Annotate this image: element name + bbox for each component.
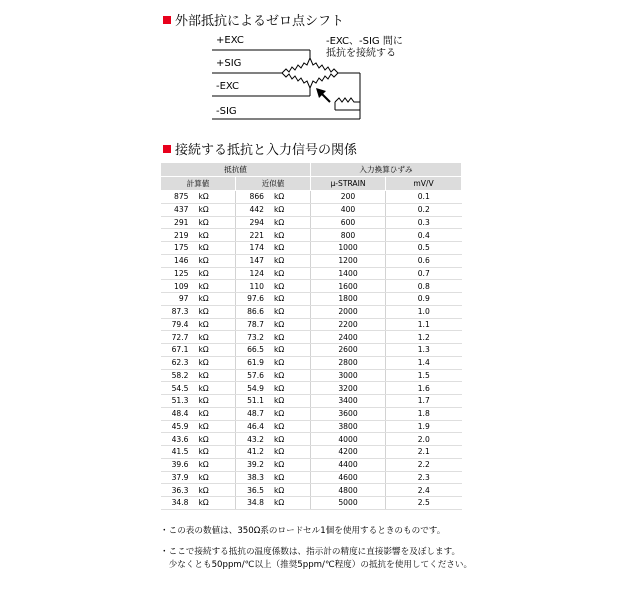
calc-cell <box>161 407 236 420</box>
approx-value: 34.8 <box>247 498 264 508</box>
approx-cell <box>236 356 311 369</box>
mvv-value: 0.8 <box>386 280 462 293</box>
strain-value: 3400 <box>311 395 386 408</box>
unit-label: kΩ <box>274 307 285 317</box>
calc-cell <box>161 356 236 369</box>
calc-value: 79.4 <box>171 319 189 329</box>
table-row <box>161 471 462 484</box>
mvv-value: 0.7 <box>386 267 462 280</box>
table-row <box>161 407 462 420</box>
unit-label: kΩ <box>274 370 285 380</box>
calc-cell <box>161 446 236 459</box>
table-row <box>161 484 462 497</box>
calc-value: 34.8 <box>171 498 189 508</box>
header-resistance-group: 抵抗値 <box>161 163 311 177</box>
calc-cell <box>161 305 236 318</box>
approx-cell <box>236 420 311 433</box>
unit-label: kΩ <box>198 307 209 317</box>
unit-label: kΩ <box>198 358 209 368</box>
header-approx: 近似値 <box>236 177 311 191</box>
approx-cell <box>236 293 311 306</box>
unit-label: kΩ <box>198 485 209 495</box>
unit-label: kΩ <box>198 281 209 291</box>
calc-value: 43.6 <box>171 434 189 444</box>
calc-value: 72.7 <box>171 332 189 342</box>
bridge-circuit-diagram <box>210 30 410 130</box>
mvv-value: 2.3 <box>386 471 462 484</box>
approx-value: 61.9 <box>247 358 264 368</box>
approx-cell <box>236 471 311 484</box>
section-heading-resistance-table <box>163 139 357 158</box>
footnote-1-text: ・この表の数値は、350Ω系のロードセル1個を使用するときのものです。 <box>160 526 446 536</box>
table-row <box>161 420 462 433</box>
calc-value: 51.3 <box>171 396 189 406</box>
unit-label: kΩ <box>198 205 209 215</box>
mvv-value: 1.7 <box>386 395 462 408</box>
strain-value: 2400 <box>311 331 386 344</box>
approx-cell <box>236 407 311 420</box>
unit-label: kΩ <box>198 447 209 457</box>
unit-label: kΩ <box>274 205 285 215</box>
terminal-label-minus-exc: -EXC <box>216 81 240 92</box>
strain-value: 4800 <box>311 484 386 497</box>
mvv-value: 1.5 <box>386 369 462 382</box>
strain-value: 3000 <box>311 369 386 382</box>
header-calc: 計算値 <box>161 177 236 191</box>
calc-cell <box>161 229 236 242</box>
calc-cell <box>161 382 236 395</box>
calc-cell <box>161 254 236 267</box>
mvv-value: 0.2 <box>386 203 462 216</box>
mvv-value: 1.2 <box>386 331 462 344</box>
mvv-value: 0.1 <box>386 191 462 204</box>
calc-cell <box>161 191 236 204</box>
mvv-value: 0.3 <box>386 216 462 229</box>
mvv-value: 1.8 <box>386 407 462 420</box>
calc-cell <box>161 293 236 306</box>
unit-label: kΩ <box>198 217 209 227</box>
calc-cell <box>161 420 236 433</box>
calc-cell <box>161 242 236 255</box>
unit-label: kΩ <box>274 447 285 457</box>
unit-label: kΩ <box>198 409 209 419</box>
mvv-value: 0.5 <box>386 242 462 255</box>
mvv-value: 1.9 <box>386 420 462 433</box>
unit-label: kΩ <box>274 421 285 431</box>
strain-value: 2600 <box>311 344 386 357</box>
calc-cell <box>161 484 236 497</box>
table-row <box>161 242 462 255</box>
table-row <box>161 331 462 344</box>
footnote-2-line1: ・ここで接続する抵抗の温度係数は、指示計の精度に直接影響を及ぼします。 <box>160 547 461 557</box>
strain-value: 4200 <box>311 446 386 459</box>
mvv-value: 1.3 <box>386 344 462 357</box>
table-row <box>161 395 462 408</box>
mvv-value: 0.4 <box>386 229 462 242</box>
unit-label: kΩ <box>198 294 209 304</box>
resistance-table <box>160 162 462 510</box>
unit-label: kΩ <box>274 498 285 508</box>
calc-value: 58.2 <box>171 370 189 380</box>
approx-value: 221 <box>249 230 264 240</box>
strain-value: 2200 <box>311 318 386 331</box>
unit-label: kΩ <box>274 294 285 304</box>
strain-value: 200 <box>311 191 386 204</box>
calc-value: 219 <box>174 230 189 240</box>
table-row <box>161 293 462 306</box>
table-row <box>161 497 462 510</box>
approx-cell <box>236 318 311 331</box>
mvv-value: 0.6 <box>386 254 462 267</box>
strain-value: 4400 <box>311 458 386 471</box>
unit-label: kΩ <box>274 217 285 227</box>
unit-label: kΩ <box>274 485 285 495</box>
header-input-group: 入力換算ひずみ <box>311 163 462 177</box>
strain-value: 600 <box>311 216 386 229</box>
unit-label: kΩ <box>274 256 285 266</box>
strain-value: 3200 <box>311 382 386 395</box>
approx-value: 41.2 <box>247 447 264 457</box>
strain-value: 2800 <box>311 356 386 369</box>
calc-cell <box>161 318 236 331</box>
table-row <box>161 203 462 216</box>
calc-value: 875 <box>174 192 189 202</box>
approx-value: 124 <box>249 268 264 278</box>
strain-value: 1400 <box>311 267 386 280</box>
calc-value: 109 <box>174 281 189 291</box>
unit-label: kΩ <box>274 434 285 444</box>
approx-value: 54.9 <box>247 383 264 393</box>
approx-cell <box>236 446 311 459</box>
unit-label: kΩ <box>274 396 285 406</box>
unit-label: kΩ <box>274 358 285 368</box>
calc-value: 125 <box>174 268 189 278</box>
calc-cell <box>161 471 236 484</box>
unit-label: kΩ <box>274 243 285 253</box>
unit-label: kΩ <box>274 281 285 291</box>
approx-cell <box>236 280 311 293</box>
calc-cell <box>161 280 236 293</box>
unit-label: kΩ <box>274 409 285 419</box>
calc-value: 67.1 <box>171 345 189 355</box>
calc-value: 62.3 <box>171 358 189 368</box>
approx-value: 294 <box>249 217 264 227</box>
calc-cell <box>161 216 236 229</box>
unit-label: kΩ <box>198 192 209 202</box>
approx-value: 866 <box>249 192 264 202</box>
unit-label: kΩ <box>198 345 209 355</box>
calc-value: 48.4 <box>171 409 189 419</box>
unit-label: kΩ <box>274 332 285 342</box>
unit-label: kΩ <box>198 498 209 508</box>
table-row <box>161 433 462 446</box>
unit-label: kΩ <box>198 332 209 342</box>
section-title: 接続する抵抗と入力信号の関係 <box>175 143 358 158</box>
calc-cell <box>161 497 236 510</box>
calc-cell <box>161 331 236 344</box>
table-row <box>161 382 462 395</box>
table-row <box>161 305 462 318</box>
approx-cell <box>236 433 311 446</box>
approx-cell <box>236 216 311 229</box>
calc-value: 45.9 <box>171 421 189 431</box>
calc-cell <box>161 203 236 216</box>
approx-cell <box>236 395 311 408</box>
table-row <box>161 280 462 293</box>
table-row <box>161 356 462 369</box>
mvv-value: 2.2 <box>386 458 462 471</box>
unit-label: kΩ <box>198 396 209 406</box>
mvv-value: 1.0 <box>386 305 462 318</box>
calc-cell <box>161 433 236 446</box>
mvv-value: 1.4 <box>386 356 462 369</box>
unit-label: kΩ <box>198 460 209 470</box>
approx-value: 66.5 <box>247 345 264 355</box>
approx-cell <box>236 369 311 382</box>
table-row <box>161 216 462 229</box>
table-row <box>161 369 462 382</box>
approx-value: 51.1 <box>247 396 264 406</box>
approx-cell <box>236 331 311 344</box>
approx-value: 57.6 <box>247 370 264 380</box>
approx-cell <box>236 344 311 357</box>
calc-value: 39.6 <box>171 460 189 470</box>
terminal-label-plus-sig: +SIG <box>216 58 242 69</box>
unit-label: kΩ <box>274 472 285 482</box>
approx-value: 36.5 <box>247 485 264 495</box>
approx-value: 86.6 <box>247 307 264 317</box>
calc-value: 36.3 <box>171 485 189 495</box>
section-title: 外部抵抗によるゼロ点シフト <box>175 14 345 29</box>
unit-label: kΩ <box>198 370 209 380</box>
unit-label: kΩ <box>198 243 209 253</box>
table-row <box>161 267 462 280</box>
strain-value: 1600 <box>311 280 386 293</box>
bullet-square-icon <box>163 16 171 24</box>
calc-value: 291 <box>174 217 189 227</box>
footnote-2-line2: 少なくとも50ppm/℃以上（推奨5ppm/℃程度）の抵抗を使用してください。 <box>160 560 473 570</box>
approx-value: 39.2 <box>247 460 264 470</box>
strain-value: 4000 <box>311 433 386 446</box>
calc-value: 437 <box>174 205 189 215</box>
strain-value: 1000 <box>311 242 386 255</box>
calc-value: 37.9 <box>171 472 189 482</box>
strain-value: 1800 <box>311 293 386 306</box>
calc-cell <box>161 369 236 382</box>
calc-value: 87.3 <box>171 307 189 317</box>
approx-cell <box>236 484 311 497</box>
approx-value: 147 <box>249 256 264 266</box>
approx-cell <box>236 458 311 471</box>
terminal-label-minus-sig: -SIG <box>216 106 237 117</box>
footnote-2 <box>160 546 472 572</box>
table-row <box>161 446 462 459</box>
strain-value: 1200 <box>311 254 386 267</box>
bullet-square-icon <box>163 145 171 153</box>
diagram-note-line1: -EXC、-SIG 間に <box>326 36 403 47</box>
mvv-value: 1.6 <box>386 382 462 395</box>
unit-label: kΩ <box>274 460 285 470</box>
mvv-value: 2.5 <box>386 497 462 510</box>
table-row <box>161 318 462 331</box>
approx-value: 78.7 <box>247 319 264 329</box>
approx-cell <box>236 191 311 204</box>
calc-cell <box>161 267 236 280</box>
approx-value: 46.4 <box>247 421 264 431</box>
footnote-1 <box>160 525 445 538</box>
mvv-value: 2.0 <box>386 433 462 446</box>
strain-value: 800 <box>311 229 386 242</box>
terminal-label-plus-exc: +EXC <box>216 35 244 46</box>
approx-cell <box>236 382 311 395</box>
table-row <box>161 254 462 267</box>
unit-label: kΩ <box>274 192 285 202</box>
unit-label: kΩ <box>274 345 285 355</box>
calc-cell <box>161 458 236 471</box>
calc-value: 97 <box>178 294 189 304</box>
approx-value: 43.2 <box>247 434 264 444</box>
approx-cell <box>236 229 311 242</box>
unit-label: kΩ <box>198 383 209 393</box>
mvv-value: 0.9 <box>386 293 462 306</box>
approx-value: 442 <box>249 205 264 215</box>
approx-value: 97.6 <box>247 294 264 304</box>
approx-cell <box>236 203 311 216</box>
diagram-note-line2: 抵抗を接続する <box>326 48 396 59</box>
strain-value: 3800 <box>311 420 386 433</box>
unit-label: kΩ <box>274 268 285 278</box>
strain-value: 3600 <box>311 407 386 420</box>
unit-label: kΩ <box>198 256 209 266</box>
strain-value: 5000 <box>311 497 386 510</box>
unit-label: kΩ <box>274 319 285 329</box>
approx-value: 110 <box>249 281 264 291</box>
unit-label: kΩ <box>274 230 285 240</box>
unit-label: kΩ <box>198 319 209 329</box>
calc-value: 175 <box>174 243 189 253</box>
calc-value: 146 <box>174 256 189 266</box>
mvv-value: 2.1 <box>386 446 462 459</box>
mvv-value: 2.4 <box>386 484 462 497</box>
unit-label: kΩ <box>198 268 209 278</box>
calc-cell <box>161 395 236 408</box>
approx-value: 48.7 <box>247 409 264 419</box>
calc-value: 41.5 <box>171 447 189 457</box>
header-strain: μ-STRAIN <box>311 177 386 191</box>
table-row <box>161 229 462 242</box>
calc-cell <box>161 344 236 357</box>
strain-value: 400 <box>311 203 386 216</box>
approx-cell <box>236 254 311 267</box>
approx-cell <box>236 305 311 318</box>
table-row <box>161 344 462 357</box>
unit-label: kΩ <box>198 230 209 240</box>
strain-value: 4600 <box>311 471 386 484</box>
section-heading-zero-shift <box>163 10 344 29</box>
approx-value: 174 <box>249 243 264 253</box>
approx-value: 73.2 <box>247 332 264 342</box>
unit-label: kΩ <box>198 434 209 444</box>
approx-cell <box>236 267 311 280</box>
approx-value: 38.3 <box>247 472 264 482</box>
unit-label: kΩ <box>198 421 209 431</box>
mvv-value: 1.1 <box>386 318 462 331</box>
unit-label: kΩ <box>198 472 209 482</box>
table-row <box>161 191 462 204</box>
calc-value: 54.5 <box>171 383 189 393</box>
approx-cell <box>236 497 311 510</box>
approx-cell <box>236 242 311 255</box>
strain-value: 2000 <box>311 305 386 318</box>
table-row <box>161 458 462 471</box>
unit-label: kΩ <box>274 383 285 393</box>
header-mvv: mV/V <box>386 177 462 191</box>
